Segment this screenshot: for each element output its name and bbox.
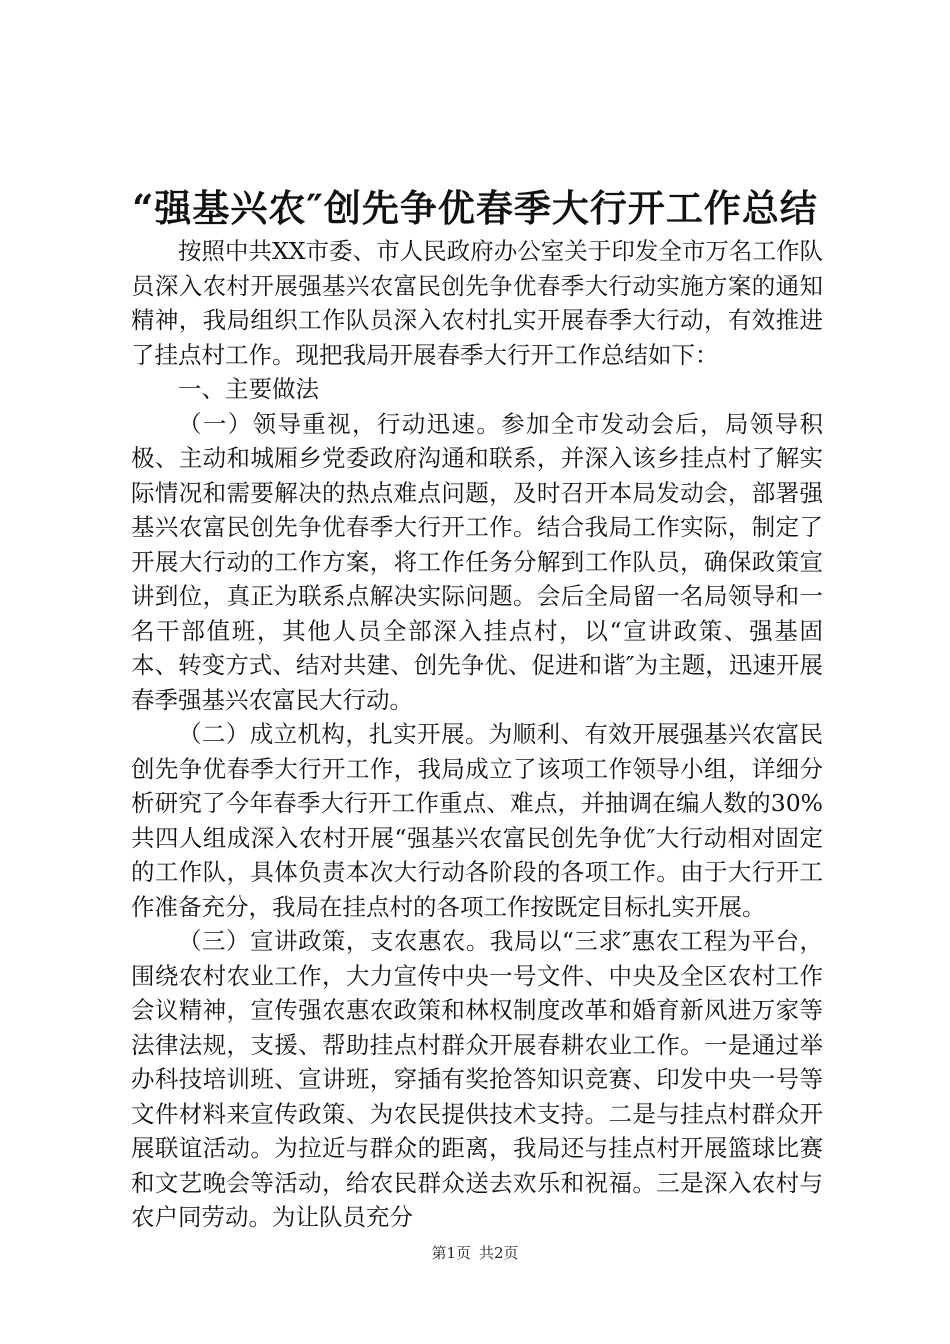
- document-body: [131, 234, 823, 1235]
- page-total: 共2页: [479, 1244, 519, 1262]
- page-footer: [0, 1243, 950, 1263]
- page-number: 第1页: [431, 1244, 471, 1262]
- document-title: “强基兴农″创先争优春季大行开工作总结: [132, 186, 818, 230]
- paragraph-policy-promotion: （三）宣讲政策，支农惠农。我局以“三求″惠农工程为平台，围绕农村农业工作，大力宣传中央一号文件、中央及全区农村工作会议精神，宣传强农惠农政策和林权制度改革和婚育新风进万家等法律法规，支援、帮助挂点村群众开展春耕农业工作。一是通过举办科技培训班、宣讲班，穿插有奖抢答知识竞赛、印发中央一号等文件材料来宣传政策、为农民提供技术支持。二是与挂点村群众开展联谊活动。为拉近与群众的距离，我局还与挂点村开展篮球比赛和文艺晚会等活动，给农民群众送去欢乐和祝福。三是深入农村与农户同劳动。为让队员充分: [131, 927, 823, 1231]
- paragraph-leadership: （一）领导重视，行动迅速。参加全市发动会后，局领导积极、主动和城厢乡党委政府沟通和联系，并深入该乡挂点村了解实际情况和需要解决的热点难点问题，及时召开本局发动会，部署强基兴农富民创先争优春季大行开工作。结合我局工作实际，制定了开展大行动的工作方案，将工作任务分解到工作队员，确保政策宣讲到位，真正为联系点解决实际问题。会后全局留一名局领导和一名干部值班，其他人员全部深入挂点村，以“宣讲政策、强基固本、转变方式、结对共建、创先争优、促进和谐″为主题，迅速开展春季强基兴农富民大行动。: [131, 409, 823, 714]
- paragraph-organization: （二）成立机构，扎实开展。为顺利、有效开展强基兴农富民创先争优春季大行开工作，我局成立了该项工作领导小组，详细分析研究了今年春季大行开工作重点、难点，并抽调在编人数的30%共四人组成深入农村开展“强基兴农富民创先争优″大行动相对固定的工作队，具体负责本次大行动各阶段的各项工作。由于大行开工作准备充分，我局在挂点村的各项工作按既定目标扎实开展。: [131, 720, 823, 921]
- paragraph-intro: 按照中共XX市委、市人民政府办公室关于印发全市万名工作队员深入农村开展强基兴农富民创先争优春季大行动实施方案的通知精神，我局组织工作队员深入农村扎实开展春季大行动，有效推进了挂点村工作。现把我局开展春季大行开工作总结如下：: [131, 237, 823, 369]
- section-heading-main-practices: 一、主要做法: [178, 375, 319, 403]
